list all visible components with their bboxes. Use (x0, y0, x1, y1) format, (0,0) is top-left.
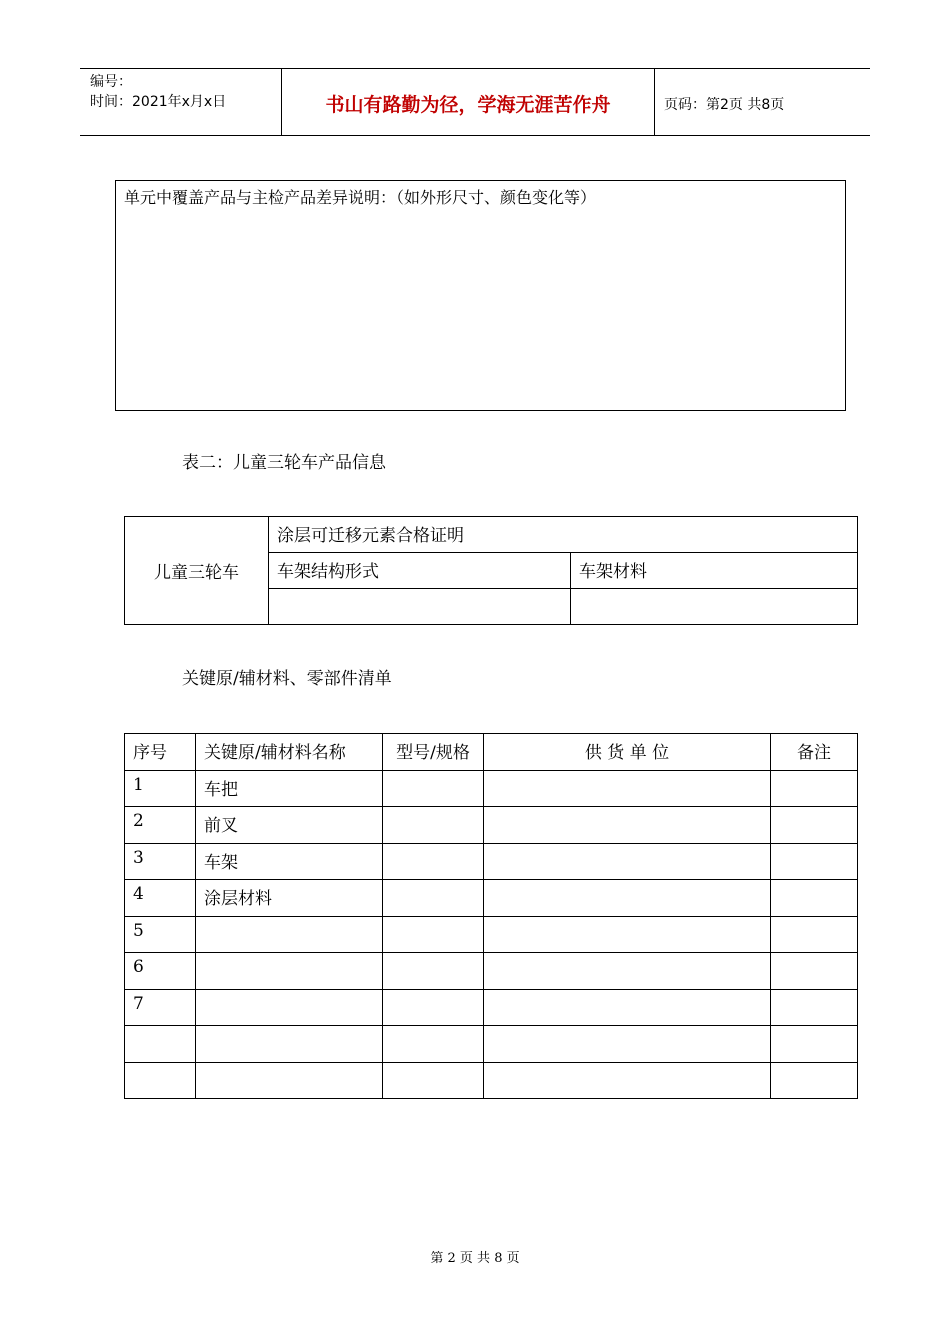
col-header-model: 型号/规格 (383, 734, 484, 771)
table-row (125, 916, 858, 953)
cell-material-name (196, 1026, 383, 1063)
cell-index (125, 1026, 196, 1063)
col-header-material-name: 关键原/辅材料名称 (196, 734, 383, 771)
cell-remarks (771, 989, 858, 1026)
cell-supplier (484, 807, 771, 844)
cell-supplier (484, 916, 771, 953)
col-header-remarks: 备注 (771, 734, 858, 771)
cell-supplier (484, 880, 771, 917)
cell-supplier (484, 770, 771, 807)
frame-material-value (571, 589, 858, 625)
cell-remarks (771, 807, 858, 844)
cell-index: 4 (125, 880, 196, 917)
table-row (125, 517, 858, 553)
header-divider-right (654, 68, 655, 136)
footer-page-number: 第 2 页 共 8 页 (430, 1251, 520, 1266)
table-header-row (125, 734, 858, 771)
table-row (125, 989, 858, 1026)
header-bottom-rule (80, 135, 870, 136)
cell-material-name (196, 916, 383, 953)
header-page-label: 页码：第2页 共8页 (664, 97, 785, 113)
header-slogan: 书山有路勤为径，学海无涯苦作舟 (325, 94, 611, 116)
table-row (125, 1062, 858, 1099)
cell-model (383, 953, 484, 990)
table2-caption: 表二：儿童三轮车产品信息 (182, 453, 386, 473)
header-time-label: 时间：2021年x月x日 (90, 94, 227, 110)
header-top-rule (80, 68, 870, 69)
cell-remarks (771, 843, 858, 880)
table3-caption: 关键原/辅材料、零部件清单 (182, 669, 392, 689)
cell-remarks (771, 880, 858, 917)
table-row (125, 1026, 858, 1063)
cell-model (383, 770, 484, 807)
cell-index: 6 (125, 953, 196, 990)
cell-model (383, 1026, 484, 1063)
cell-supplier (484, 1062, 771, 1099)
cell-index: 3 (125, 843, 196, 880)
cell-remarks (771, 1062, 858, 1099)
cell-supplier (484, 843, 771, 880)
cell-material-name: 车把 (196, 770, 383, 807)
frame-form-header: 车架结构形式 (269, 553, 571, 589)
cell-index: 7 (125, 989, 196, 1026)
table-row (125, 807, 858, 844)
cell-model (383, 843, 484, 880)
materials-table (124, 733, 858, 1099)
frame-form-value (269, 589, 571, 625)
cell-index: 2 (125, 807, 196, 844)
table-row (125, 953, 858, 990)
cert-cell: 涂层可迁移元素合格证明 (269, 517, 858, 553)
cell-remarks (771, 1026, 858, 1063)
cell-material-name (196, 989, 383, 1026)
cell-model (383, 807, 484, 844)
col-header-index: 序号 (125, 734, 196, 771)
cell-model (383, 989, 484, 1026)
table-row (125, 843, 858, 880)
cell-index: 5 (125, 916, 196, 953)
cell-material-name (196, 1062, 383, 1099)
table-row (125, 880, 858, 917)
frame-material-header: 车架材料 (571, 553, 858, 589)
cell-model (383, 880, 484, 917)
header-meta (90, 72, 226, 112)
difference-description-box (115, 180, 846, 411)
cell-material-name: 涂层材料 (196, 880, 383, 917)
cell-supplier (484, 953, 771, 990)
cell-supplier (484, 989, 771, 1026)
cell-remarks (771, 770, 858, 807)
col-header-supplier: 供 货 单 位 (484, 734, 771, 771)
cell-remarks (771, 953, 858, 990)
table-row (125, 770, 858, 807)
cell-model (383, 916, 484, 953)
cell-material-name (196, 953, 383, 990)
header-number-label: 编号： (90, 74, 132, 90)
difference-description-label: 单元中覆盖产品与主检产品差异说明：（如外形尺寸、颜色变化等） (124, 188, 597, 207)
cell-index (125, 1062, 196, 1099)
product-name-cell: 儿童三轮车 (125, 517, 269, 625)
cell-remarks (771, 916, 858, 953)
cell-material-name: 前叉 (196, 807, 383, 844)
cell-supplier (484, 1026, 771, 1063)
cell-material-name: 车架 (196, 843, 383, 880)
cell-index: 1 (125, 770, 196, 807)
product-info-table (124, 516, 858, 625)
cell-model (383, 1062, 484, 1099)
